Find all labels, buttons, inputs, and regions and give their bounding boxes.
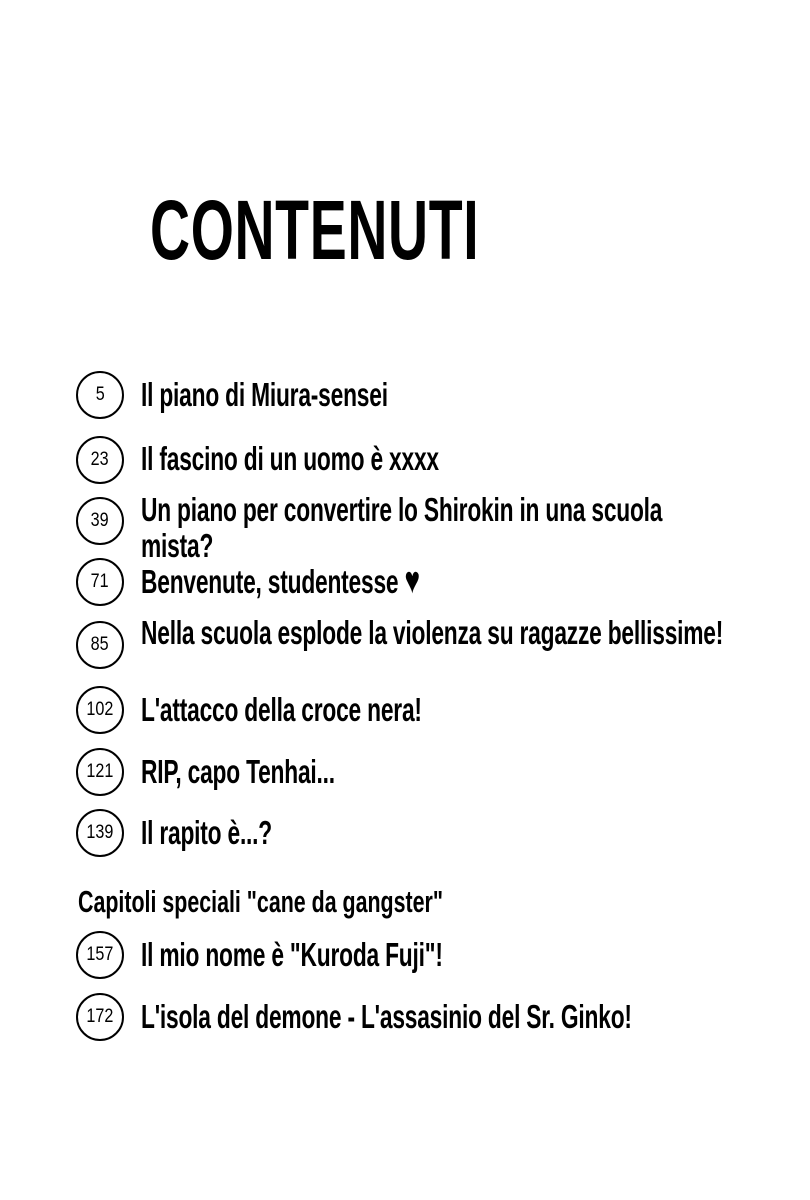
page-number-badge: 5 <box>76 371 124 419</box>
page-title: CONTENUTI <box>150 183 480 277</box>
section-heading: Capitoli speciali "cane da gangster" <box>78 884 444 919</box>
chapter-title: Nella scuola esplode la violenza su ragazze bellissime! <box>141 614 724 651</box>
heart-icon: ♥ <box>404 560 420 602</box>
chapter-title: Il fascino di un uomo è xxxx <box>141 440 439 477</box>
chapter-title: L'isola del demone - L'assasinio del Sr. Ginko! <box>141 998 632 1035</box>
page-number-badge: 71 <box>76 558 124 606</box>
page-number-badge: 172 <box>76 993 124 1041</box>
chapter-title: Il piano di Miura-sensei <box>141 376 388 413</box>
page-number-badge: 102 <box>76 686 124 734</box>
page-number-badge: 23 <box>76 436 124 484</box>
page-number-badge: 39 <box>76 497 124 545</box>
page-number-badge: 85 <box>76 621 124 669</box>
chapter-entry <box>141 560 734 602</box>
chapter-title: Benvenute, studentesse <box>141 563 399 600</box>
chapter-title: L'attacco della croce nera! <box>141 691 422 728</box>
page-number-badge: 121 <box>76 748 124 796</box>
chapter-title: RIP, capo Tenhai... <box>141 753 335 790</box>
page-number-badge: 139 <box>76 809 124 857</box>
page-number-badge: 157 <box>76 931 124 979</box>
chapter-title: Un piano per convertire lo Shirokin in una scuola mista? <box>141 491 663 564</box>
chapter-title: Il rapito è...? <box>141 814 273 851</box>
chapter-title: Il mio nome è "Kuroda Fuji"! <box>141 936 443 973</box>
